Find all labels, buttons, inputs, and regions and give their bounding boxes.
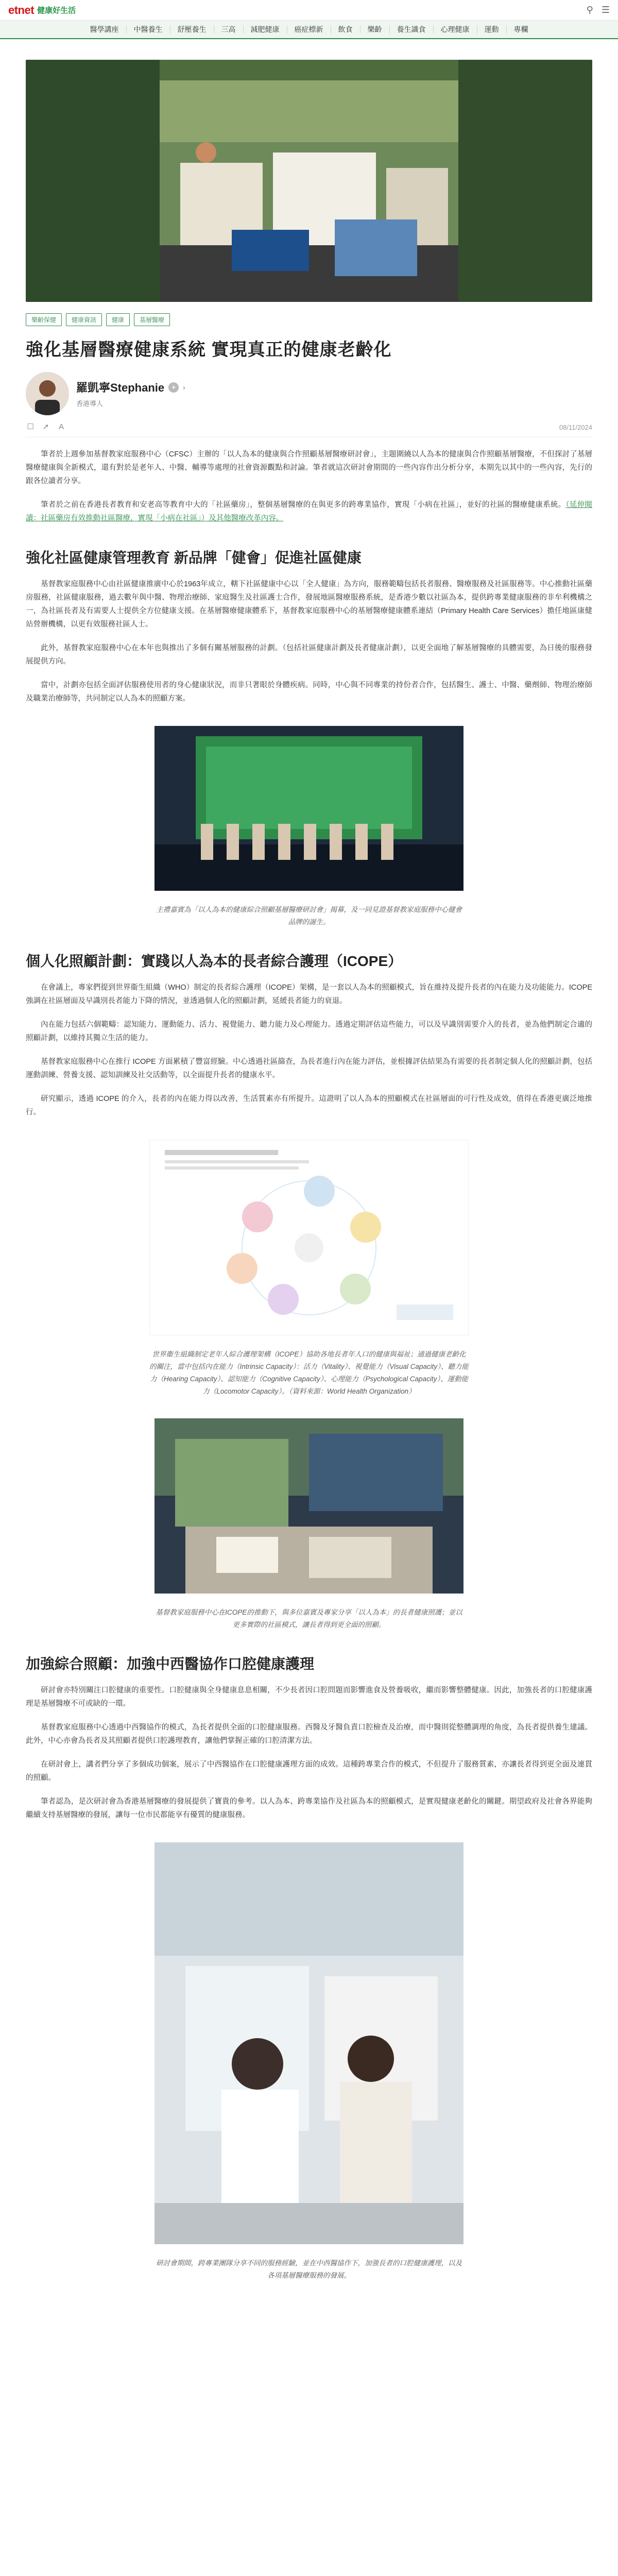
tag-chip[interactable]: 健康 bbox=[106, 313, 130, 326]
article-tags bbox=[26, 313, 592, 326]
paragraph: 在研討會上，講者們分享了多個成功個案，展示了中西醫協作在口腔健康護理方面的成效。這種跨專業合作的模式，不但提升了服務質素，亦讓長者得到更全面及連貫的照顧。 bbox=[26, 1760, 592, 1782]
tag-chip[interactable]: 樂齡保健 bbox=[26, 313, 62, 326]
section-heading: 個人化照顧計劃：實踐以人為本的長者綜合護理（ICOPE） bbox=[26, 953, 403, 969]
presentation-photo bbox=[154, 1842, 464, 2247]
figure-presentation bbox=[154, 1842, 464, 2282]
nav-item[interactable]: 中醫養生 bbox=[127, 25, 170, 33]
nav-item[interactable]: 飲食 bbox=[331, 25, 360, 33]
figure-icope bbox=[149, 1140, 469, 1398]
figure-symposium bbox=[154, 726, 464, 928]
figure-caption: 研討會期間，跨專業團隊分享不同的服務經驗，並在中西醫協作下，加強長者的口腔健康護理，以及各項基層醫療服務的發展。 bbox=[156, 2259, 462, 2279]
paragraph: 當中，計劃亦包括全面評估服務使用者的身心健康狀況，而非只著眼於身體疾病。同時，中心與不同專業的持份者合作，包括醫生、護士、中醫、藥劑師、物理治療師及職業治療師等，共同制定以人為本的照顧方案。 bbox=[26, 681, 592, 703]
paragraph bbox=[26, 498, 592, 525]
author-block bbox=[26, 372, 592, 415]
publish-date: 08/11/2024 bbox=[559, 423, 592, 431]
figure-caption: 主禮嘉賓為「以人為本的健康綜合照顧基層醫療研討會」揭幕，及一同見證基督教家庭服務中心健會品牌的誕生。 bbox=[156, 906, 462, 926]
icope-diagram bbox=[149, 1140, 469, 1338]
logo-sub-text: 健康好生活 bbox=[37, 6, 76, 15]
paragraph: 研討會亦特別關注口腔健康的重要性。口腔健康與全身健康息息相關，不少長者因口腔問題而影響進食及營養吸收，繼而影響整體健康。因此，加強長者的口腔健康護理是基層醫療不可或缺的一環。 bbox=[26, 1686, 592, 1708]
figure-caption: 基督教家庭服務中心在ICOPE的推動下，與多位嘉賓及專家分享「以人為本」的長者健康照護；並以更多實際的社區模式，讓長者得到更全面的照顧。 bbox=[156, 1608, 462, 1629]
article-title: 強化基層醫療健康系統 實現真正的健康老齡化 bbox=[26, 340, 392, 360]
nav-item[interactable]: 減肥健康 bbox=[244, 25, 287, 33]
symposium-photo bbox=[154, 726, 464, 893]
article-container bbox=[26, 60, 592, 2282]
paragraph: 在會議上，專家們提到世界衞生組織（WHO）制定的長者綜合護理（ICOPE）架構，是一套以人為本的照顧模式，旨在維持及提升長者的內在能力及功能能力。ICOPE 強調在社區層面及早識別長者能力下降的情況，並透過個人化的照顧計劃，延緩長者能力的衰退。 bbox=[26, 984, 592, 1005]
booth-photo bbox=[154, 1418, 464, 1596]
nav-item[interactable]: 醫學講座 bbox=[83, 25, 127, 33]
figure-booth bbox=[154, 1418, 464, 1631]
nav-item[interactable]: 專欄 bbox=[513, 25, 528, 33]
nav-item[interactable]: 心理健康 bbox=[434, 25, 477, 33]
nav-item[interactable]: 養生識食 bbox=[390, 25, 434, 33]
section-heading: 加強綜合照顧：加強中西醫協作口腔健康護理 bbox=[26, 1656, 315, 1672]
menu-icon[interactable]: ☰ bbox=[601, 5, 610, 15]
related-reading-link[interactable]: （延伸閱讀：社區藥房有效推動社區醫療，實現「小病在社區」）及其他醫療改革內容。 bbox=[26, 501, 592, 522]
paragraph: 內在能力包括六個範疇：認知能力、運動能力、活力、視覺能力、聽力能力及心理能力。透過定期評估這些能力，可以及早識別需要介入的長者，並為他們制定合適的照顧計劃，以維持其獨立生活的能力。 bbox=[26, 1021, 592, 1042]
paragraph: 筆者認為，是次研討會為香港基層醫療的發展提供了寶貴的參考。以人為本、跨專業協作及社區為本的照顧模式，是實現健康老齡化的關鍵。期望政府及社會各界能夠繼續支持基層醫療的發展，讓每一位市民都能享有優質的健康服務。 bbox=[26, 1798, 592, 1819]
paragraph: 基督教家庭服務中心由社區健康推廣中心於1963年成立，轄下社區健康中心以「全人健康」為方向，服務範疇包括長者服務、醫療服務及社區服務等。中心推動社區藥房服務，社區健康服務，過去數年與中醫、物理治療師、家庭醫生及社區護士合作，發展地區醫療服務系統，是香港少數以社區為本，提供跨專業健康服務的非牟利機構之一，為社區長者及有需要人士提供全方位健康支援。在基層醫療健康體系下，基督教家庭服務中心的基層醫療健康體系連結（Primary Health Care Services）擔任地區康健站營辦機構，以更有效服務社區人士。 bbox=[26, 580, 592, 629]
paragraph: 基督教家庭服務中心透過中西醫協作的模式，為長者提供全面的口腔健康服務。西醫及牙醫負責口腔檢查及治療，而中醫則從整體調理的角度，為長者提供養生建議。此外，中心亦會為長者及其照顧者提供口腔護理教育，讓他們掌握正確的口腔清潔方法。 bbox=[26, 1723, 592, 1745]
article-meta bbox=[26, 422, 592, 437]
top-bar bbox=[0, 0, 618, 21]
section-heading: 強化社區健康管理教育 新品牌「健會」促進社區健康 bbox=[26, 550, 362, 566]
nav-item[interactable]: 癌症標新 bbox=[287, 25, 331, 33]
tag-chip[interactable]: 基層醫療 bbox=[134, 313, 170, 326]
logo-main-text: etnet bbox=[8, 3, 35, 16]
follow-button[interactable]: + bbox=[168, 382, 179, 393]
paragraph: 此外，基督教家庭服務中心在本年也與推出了多個有關基層服務的計劃。（包括社區健康計劃及長者健康計劃），以更全面地了解基層醫療的具體需要，為日後的服務發展提供方向。 bbox=[26, 644, 592, 666]
tag-chip[interactable]: 健康資訊 bbox=[66, 313, 102, 326]
author-role: 香港導人 bbox=[76, 400, 104, 408]
nav-item[interactable]: 舒壓養生 bbox=[170, 25, 214, 33]
search-icon[interactable]: ⚲ bbox=[586, 5, 593, 15]
font-size-icon[interactable]: A bbox=[58, 422, 64, 431]
hero-photo bbox=[26, 60, 592, 302]
author-avatar[interactable] bbox=[26, 372, 69, 415]
chevron-right-icon[interactable]: › bbox=[183, 383, 185, 392]
nav-item[interactable]: 三高 bbox=[214, 25, 244, 33]
paragraph-text: 筆者於之前在香港長者教育和安老高等教育中大的「社區藥房」，整個基層醫療的在與更多的跨專業協作，實現「小病在社區」，並好的社區的醫療健康系統。 bbox=[41, 501, 566, 509]
bookmark-icon[interactable]: ☐ bbox=[27, 422, 34, 431]
paragraph: 基督教家庭服務中心在推行 ICOPE 方面累積了豐富經驗。中心透過社區篩查，為長者進行內在能力評估，並根據評估結果為有需要的長者制定個人化的照顧計劃，包括運動訓練、營養支援、認知訓練及社交活動等，以全面提升長者的健康水平。 bbox=[26, 1058, 592, 1079]
main-nav bbox=[0, 21, 618, 39]
nav-item[interactable]: 運動 bbox=[477, 25, 507, 33]
author-name[interactable]: 羅凱寧Stephanie bbox=[76, 381, 165, 394]
nav-item[interactable]: 樂齡 bbox=[360, 25, 390, 33]
paragraph: 研究顯示，透過 ICOPE 的介入，長者的內在能力得以改善，生活質素亦有所提升。這證明了以人為本的照顧模式在社區層面的可行性及成效，值得在香港更廣泛地推行。 bbox=[26, 1095, 592, 1116]
site-logo[interactable] bbox=[8, 4, 76, 17]
paragraph: 筆者於上週參加基督教家庭服務中心（CFSC）主辦的「以人為本的健康與合作照顧基層醫療研討會」，主題圍繞以人為本的健康與合作照顧基層醫療，不但探討了基層醫療健康與全新模式，還有對於是老年人、中醫、輔導等處理的社會資源觀點和討論。筆者就這次研討會期間的一些內容作出分析分享，本期先以其中的一些內容，先行的跟各位讀者分享。 bbox=[26, 450, 592, 485]
figure-caption: 世界衞生組織制定老年人綜合護理架構（ICOPE）協助各地長者年人口的健康與福祉；通過健康老齡化的關注，當中包括內在能力（Intrinsic Capacity）：活力（Vitality）、視覺能力（Visual Capacity）、聽力能力（Hearing Capacity）、認知能力（Cognitive Capacity）、心理能力（Psychological Capacity）、運動能力（Locomotor Capacity）。（資料來源：World Health Organization） bbox=[149, 1350, 469, 1395]
share-icon[interactable]: ➚ bbox=[42, 422, 49, 431]
